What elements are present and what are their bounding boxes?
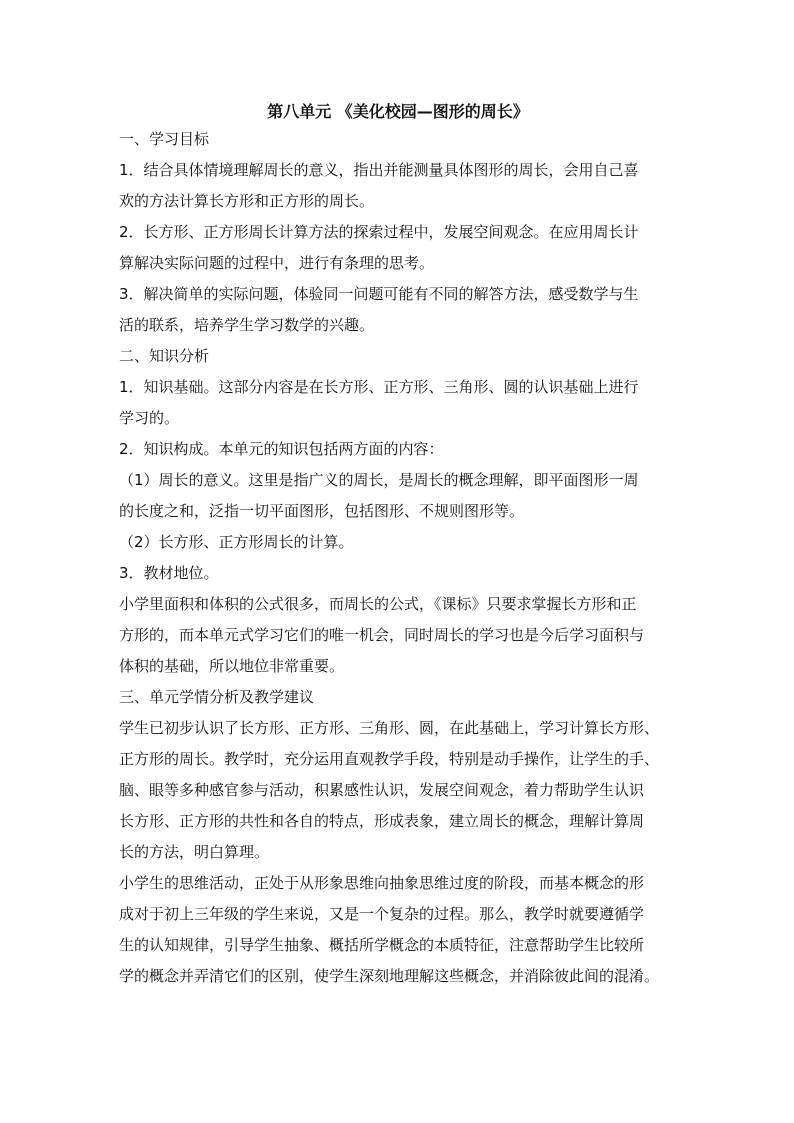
learner-paragraph-1-line-3: 脑、眼等多种感官参与活动，积累感性认识，发展空间观念，着力帮助学生认识 [119, 781, 645, 799]
knowledge-basis-line-2: 学习的。 [119, 409, 180, 427]
knowledge-structure: 2．知识构成。本单元的知识包括两方面的内容： [119, 440, 444, 458]
goal-1-line-2: 欢的方法计算长方形和正方形的周长。 [119, 192, 375, 210]
goal-2-line-2: 算解决实际问题的过程中，进行有条理的思考。 [119, 254, 435, 272]
document-page [119, 100, 677, 992]
learner-paragraph-2-line-1: 小学生的思维活动，正处于从形象思维向抽象思维过度的阶段，而基本概念的形 [119, 874, 645, 892]
learner-paragraph-1-line-2: 正方形的周长。教学时，充分运用直观教学手段，特别是动手操作，让学生的手、 [119, 750, 660, 768]
textbook-position: 3．教材地位。 [119, 564, 219, 582]
document-title: 第八单元 《美化校园—图形的周长》 [267, 102, 529, 121]
goal-1-line-1: 1．结合具体情境理解周长的意义，指出并能测量具体图形的周长，会用自己喜 [119, 161, 639, 179]
knowledge-basis-line-1: 1．知识基础。这部分内容是在长方形、正方形、三角形、圆的认识基础上进行 [119, 378, 639, 396]
position-paragraph-line-2: 方形的，而本单元式学习它们的唯一机会，同时周长的学习也是今后学习面积与 [119, 626, 645, 644]
learner-paragraph-1-line-1: 学生已初步认识了长方形、正方形、三角形、圆，在此基础上，学习计算长方形、 [119, 719, 660, 737]
heading-learner-analysis: 三、单元学情分析及教学建议 [119, 688, 315, 706]
goal-3-line-2: 活的联系，培养学生学习数学的兴趣。 [119, 316, 375, 334]
goal-3-line-1: 3．解决简单的实际问题，体验同一问题可能有不同的解答方法，感受数学与生 [119, 285, 639, 303]
heading-knowledge-analysis: 二、知识分析 [119, 347, 210, 365]
perimeter-calculation: （2）长方形、正方形周长的计算。 [119, 533, 354, 551]
learner-paragraph-2-line-3: 生的认知规律，引导学生抽象、概括所学概念的本质特征，注意帮助学生比较所 [119, 936, 645, 954]
perimeter-meaning-line-1: （1）周长的意义。这里是指广义的周长，是周长的概念理解，即平面图形一周 [119, 471, 639, 489]
learner-paragraph-2-line-4: 学的概念并弄清它们的区别，使学生深刻地理解这些概念，并消除彼此间的混淆。 [119, 967, 660, 985]
goal-2-line-1: 2．长方形、正方形周长计算方法的探索过程中，发展空间观念。在应用周长计 [119, 223, 639, 241]
position-paragraph-line-3: 体积的基础，所以地位非常重要。 [119, 657, 345, 675]
perimeter-meaning-line-2: 的长度之和，泛指一切平面图形，包括图形、不规则图形等。 [119, 502, 525, 520]
learner-paragraph-2-line-2: 成对于初上三年级的学生来说，又是一个复杂的过程。那么，教学时就要遵循学 [119, 905, 645, 923]
learner-paragraph-1-line-5: 长的方法，明白算理。 [119, 843, 270, 861]
heading-learning-goals: 一、学习目标 [119, 130, 210, 148]
position-paragraph-line-1: 小学里面积和体积的公式很多，而周长的公式，《课标》只要求掌握长方形和正 [119, 595, 637, 613]
learner-paragraph-1-line-4: 长方形、正方形的共性和各自的特点，形成表象，建立周长的概念，理解计算周 [119, 812, 645, 830]
